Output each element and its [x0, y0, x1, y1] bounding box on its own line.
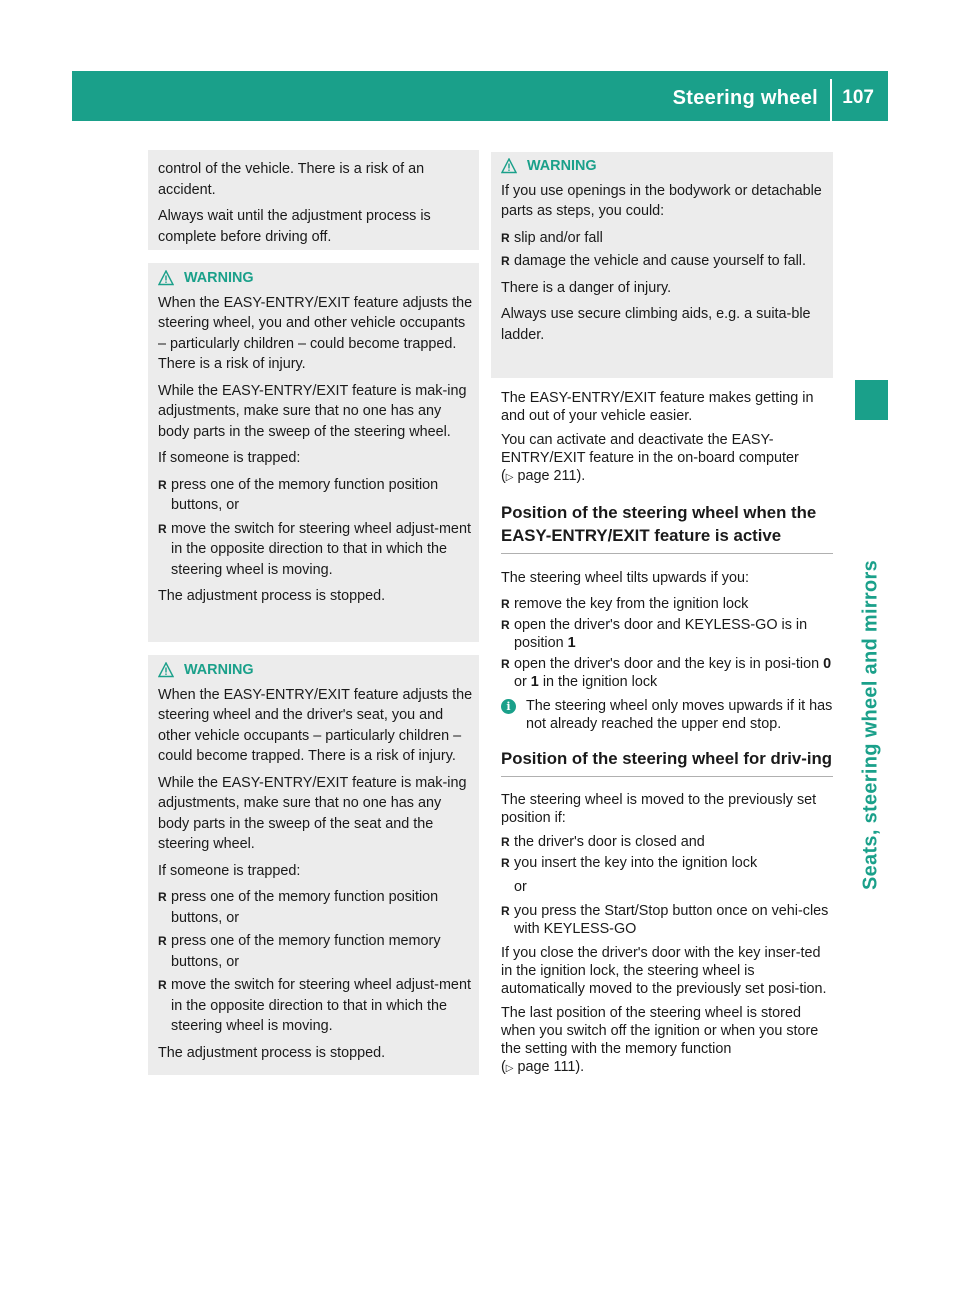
info-text: The steering wheel only moves upwards if it has not already reached the upper end stop. — [526, 697, 833, 732]
list-item-text: open the driver's door and the key is in posi-tion — [514, 655, 820, 672]
paragraph: The adjustment process is stopped. — [158, 1044, 386, 1061]
paragraph: You can activate and deactivate the EASY-ENTRY/EXIT feature in the on-board computer (▷ page 211). — [501, 432, 799, 484]
list-item: R damage the vehicle and cause yourself to fall. — [501, 251, 826, 272]
paragraph: If you use openings in the bodywork or detachable parts as steps, you could: — [501, 182, 822, 219]
list-item: R you press the Start/Stop button once on vehi-cles with KEYLESS-GO — [501, 902, 833, 938]
list-item — [501, 616, 833, 652]
list-item-text: or — [514, 673, 527, 690]
paragraph: When the EASY-ENTRY/EXIT feature adjusts the steering wheel, you and other vehicle occupants – particularly children – could become trapped. There is a risk of injury. — [158, 294, 473, 372]
paragraph-text: The last position of the steering wheel is stored when you switch off the ignition or when you store the setting with the memory function — [501, 1004, 819, 1057]
paragraph: The EASY-ENTRY/EXIT feature makes getting in and out of your vehicle easier. — [501, 390, 814, 424]
info-icon: i — [501, 699, 516, 714]
paragraph: The adjustment process is stopped. — [158, 588, 386, 604]
warning-title: WARNING — [184, 662, 254, 678]
list-item: R press one of the memory function position buttons, or — [158, 475, 474, 516]
position-number: 1 — [567, 634, 576, 651]
paragraph-text: You can activate and deactivate the EASY-ENTRY/EXIT feature in the on-board computer — [501, 432, 799, 466]
paragraph: control of the vehicle. There is a risk of an accident. — [158, 161, 425, 198]
continued-warning-box — [148, 150, 479, 250]
paragraph: The steering wheel is moved to the previously set position if: — [501, 791, 817, 826]
chapter-tab — [855, 380, 888, 420]
list-item: R remove the key from the ignition lock — [501, 595, 833, 613]
paragraph: If someone is trapped: — [158, 862, 301, 879]
warning-triangle-icon — [501, 158, 517, 174]
bullet-list — [501, 228, 826, 272]
paragraph: The steering wheel tilts upwards if you: — [501, 570, 749, 586]
warning-box — [491, 152, 833, 378]
list-item: R you insert the key into the ignition lock — [501, 854, 833, 872]
paragraph: Always use secure climbing aids, e.g. a suita-ble ladder. — [501, 306, 811, 343]
paragraph: While the EASY-ENTRY/EXIT feature is mak-ing adjustments, make sure that no one has any body parts in the sweep of the seat and the steering wheel. — [158, 774, 467, 852]
list-item: R press one of the memory function position buttons, or — [158, 887, 474, 928]
page-number: 107 — [842, 87, 874, 108]
paragraph: If someone is trapped: — [158, 450, 301, 466]
list-item: R move the switch for steering wheel adjust-ment in the opposite direction to that in which the steering wheel is moving. — [158, 519, 474, 581]
paragraph: There is a danger of injury. — [501, 279, 672, 296]
chapter-label: Seats, steering wheel and mirrors — [859, 559, 882, 891]
or-text: or — [514, 878, 527, 895]
paragraph: When the EASY-ENTRY/EXIT feature adjusts the steering wheel and the driver's seat, you and other vehicle occupants – particularly children – could become trapped. There is a risk of injury. — [158, 686, 473, 764]
paragraph: Always wait until the adjustment process is complete before driving off. — [158, 208, 431, 245]
header-separator — [830, 79, 832, 121]
warning-box — [148, 655, 479, 1075]
right-column — [501, 389, 833, 1084]
warning-heading — [501, 156, 826, 177]
bullet-list — [501, 595, 833, 691]
paragraph: The last position of the steering wheel is stored when you switch off the ignition or when you store the setting with the memory function (▷ page 111). — [501, 1004, 819, 1075]
list-item: R move the switch for steering wheel adjust-ment in the opposite direction to that in which the steering wheel is moving. — [158, 975, 474, 1037]
list-item-text: open the driver's door and KEYLESS-GO is in position — [514, 616, 808, 651]
warning-triangle-icon — [158, 270, 174, 286]
warning-heading — [158, 660, 474, 681]
paragraph: While the EASY-ENTRY/EXIT feature is mak-ing adjustments, make sure that no one has any body parts in the sweep of the steering wheel. — [158, 382, 467, 440]
paragraph: If you close the driver's door with the key inser-ted in the ignition lock, the steering wheel is automatically moved to the previously set posi-tion. — [501, 944, 827, 997]
page-title: Steering wheel — [672, 87, 818, 109]
list-item: R the driver's door is closed and — [501, 833, 833, 851]
page-reference: page 211). — [517, 468, 586, 484]
warning-title: WARNING — [184, 270, 254, 286]
warning-heading — [158, 268, 474, 289]
section-heading: Position of the steering wheel when the EASY-ENTRY/EXIT feature is active — [501, 501, 833, 554]
page-ref-arrow-icon: ▷ — [505, 472, 514, 483]
bullet-list — [158, 475, 474, 581]
bullet-list — [501, 902, 833, 938]
bullet-list — [501, 833, 833, 872]
info-note — [501, 697, 833, 733]
position-number: 1 — [530, 673, 539, 690]
list-item-text: in the ignition lock — [542, 673, 658, 690]
page-reference: page 111). — [517, 1058, 585, 1075]
warning-triangle-icon — [158, 662, 174, 678]
section-heading: Position of the steering wheel for driv-ing — [501, 747, 833, 777]
warning-box — [148, 263, 479, 642]
header-bar — [72, 71, 888, 121]
list-item: R slip and/or fall — [501, 228, 826, 249]
list-item — [501, 655, 833, 691]
warning-title: WARNING — [527, 158, 597, 174]
bullet-list — [158, 887, 474, 1037]
list-item: R press one of the memory function memory buttons, or — [158, 931, 474, 972]
page-ref-arrow-icon: ▷ — [505, 1062, 514, 1074]
position-number: 0 — [823, 655, 832, 672]
